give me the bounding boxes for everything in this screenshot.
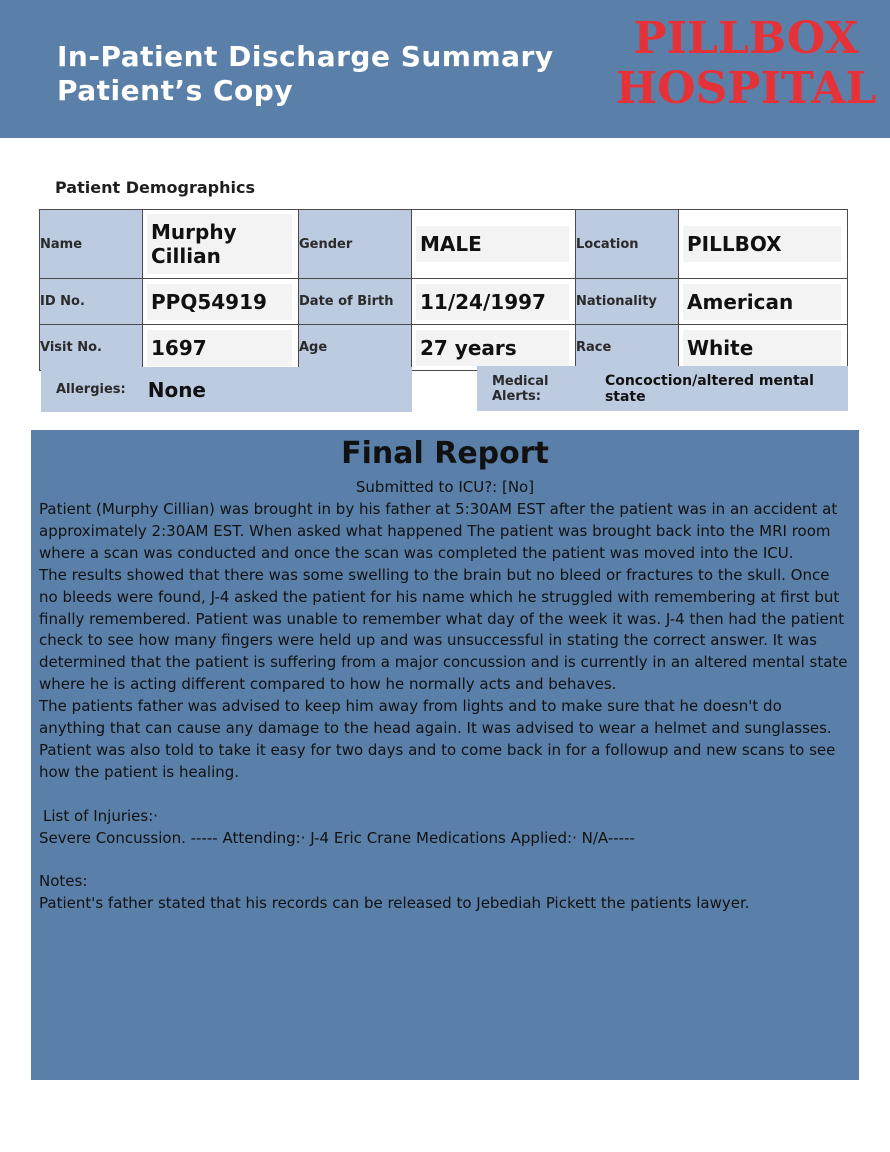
icu-status: Submitted to ICU?: [No] <box>355 478 535 496</box>
dob-value: 11/24/1997 <box>416 284 569 320</box>
allergies-box <box>41 367 412 412</box>
document-title <box>57 40 554 108</box>
table-row <box>40 325 848 371</box>
allergies-label: Allergies: <box>56 382 126 397</box>
medical-alerts-box <box>477 366 848 411</box>
notes-text: Patient's father stated that his records can be released to Jebediah Pickett the patients lawyer. <box>39 894 750 913</box>
medical-alerts-label: Medical Alerts: <box>492 373 549 404</box>
race-value: White <box>683 330 841 366</box>
visit-value: 1697 <box>147 330 292 366</box>
header-banner <box>0 0 890 138</box>
allergies-value: None <box>147 377 206 402</box>
gender-label: Gender <box>299 210 412 279</box>
medical-alerts-value: Concoction/altered mental state <box>604 372 814 405</box>
report-paragraph: Patient (Murphy Cillian) was brought in by his father at 5:30AM EST after the patient was in an accident at approximately 2:30AM EST. When asked what happened The patient was brought back into the MRI room where a scan was conducted and once the scan was completed the patient was moved into the ICU. <box>39 500 838 562</box>
report-body <box>39 499 851 915</box>
location-label: Location <box>576 210 679 279</box>
gender-value: MALE <box>416 226 569 262</box>
nationality-value: American <box>683 284 841 320</box>
injuries-line: Severe Concussion. ----- Attending:· J-4 Eric Crane Medications Applied:· N/A----- <box>39 828 635 847</box>
demographics-title: Patient Demographics <box>55 178 255 197</box>
id-label: ID No. <box>40 279 143 325</box>
age-value: 27 years <box>416 330 569 366</box>
visit-label: Visit No. <box>40 325 143 371</box>
report-paragraph: The results showed that there was some swelling to the brain but no bleed or fractures to the skull. Once no bleeds were found, J-4 asked the patient for his name which he struggled with remembering at first but finally remembered. Patient was unable to remember what day of the week it was. J-4 then had the patient check to see how many fingers were held up and was unsuccessful in stating the correct answer. It was determined that the patient is suffering from a major concussion and is currently in an altered mental state where he is acting different compared to how he normally acts and behaves. <box>39 565 848 694</box>
id-value: PPQ54919 <box>147 284 292 320</box>
hospital-logo <box>606 14 886 114</box>
report-paragraph: The patients father was advised to keep him away from lights and to make sure that he doesn't do anything that can cause any damage to the head again. It was advised to wear a helmet and sunglasses. Patient was also told to take it easy for two days and to come back in for a followup and new scans to see how the patient is healing. <box>39 697 836 781</box>
nationality-label: Nationality <box>576 279 679 325</box>
logo-line2: HOSPITAL <box>615 63 877 114</box>
name-value: Murphy Cillian <box>147 214 292 274</box>
logo-line1: PILLBOX <box>633 13 859 64</box>
location-value: PILLBOX <box>683 226 841 262</box>
age-label: Age <box>299 325 412 371</box>
demographics-table <box>39 209 848 371</box>
final-report-panel <box>31 430 859 1080</box>
injuries-label: List of Injuries:· <box>43 806 159 825</box>
document-title-line1: In-Patient Discharge Summary <box>57 40 554 73</box>
name-label: Name <box>40 210 143 279</box>
table-row <box>40 279 848 325</box>
document-title-line2: Patient’s Copy <box>57 74 294 107</box>
notes-label: Notes: <box>39 872 88 891</box>
dob-label: Date of Birth <box>299 279 412 325</box>
table-row <box>40 210 848 279</box>
report-title: Final Report <box>341 436 549 471</box>
race-label: Race <box>576 325 679 371</box>
